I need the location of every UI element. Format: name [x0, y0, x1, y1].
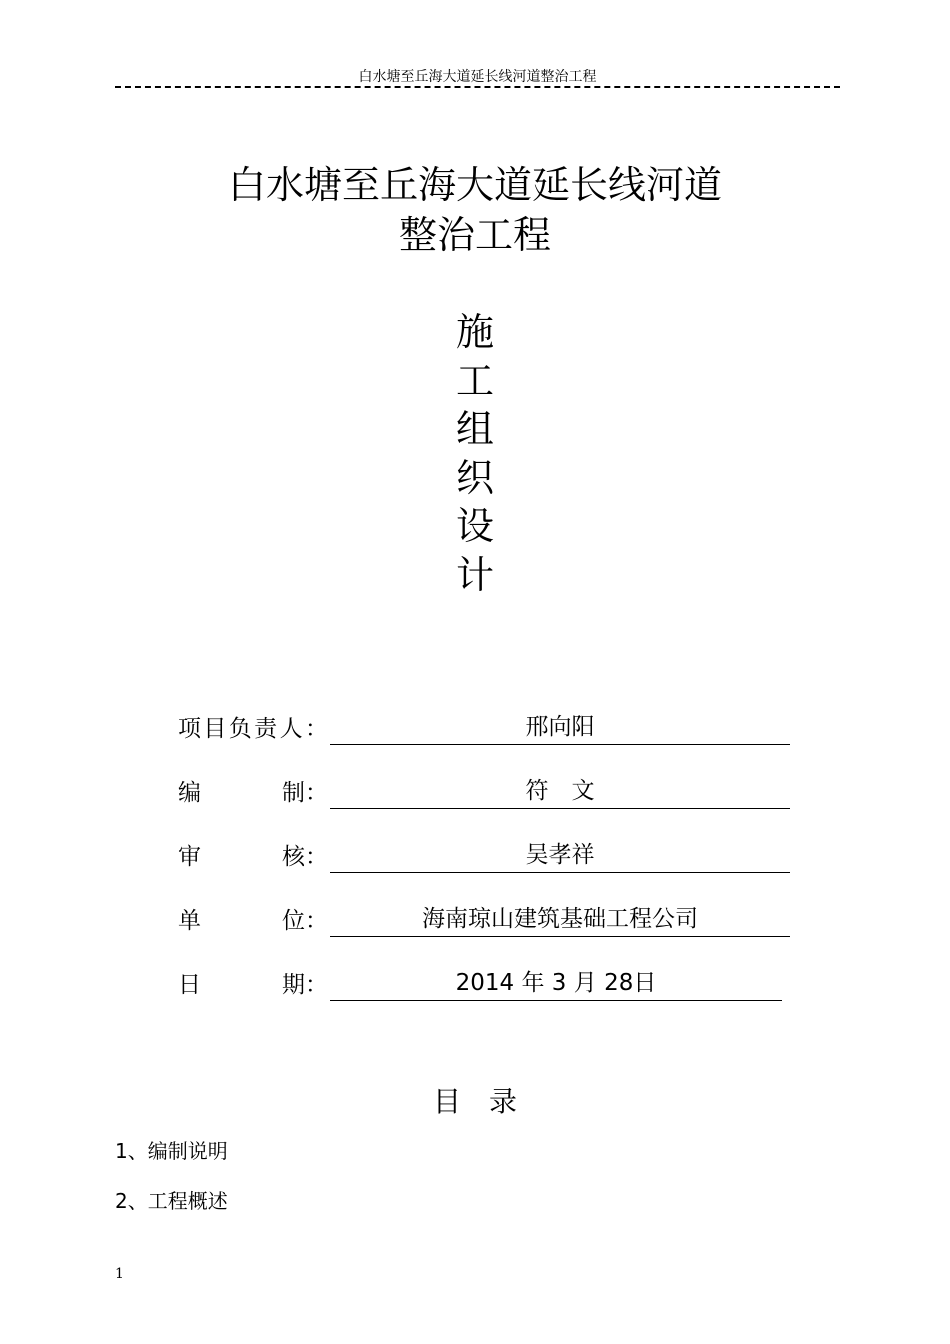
- subtitle-char: 织: [455, 455, 494, 500]
- page-number: 1: [115, 1266, 124, 1282]
- label-char: 项: [178, 716, 201, 742]
- subtitle-char: 施: [455, 310, 494, 354]
- label-char: 期：: [282, 972, 328, 998]
- info-row-date: [178, 966, 798, 1002]
- header-rule: [115, 86, 840, 88]
- label-char: 核：: [282, 844, 328, 870]
- toc-item: 2、工程概述: [115, 1189, 228, 1213]
- toc-item: 1、编制说明: [115, 1139, 228, 1163]
- info-label-unit: [178, 906, 328, 936]
- document-subtitle-vertical: [440, 308, 510, 600]
- subtitle-char: 计: [455, 552, 494, 597]
- info-label-date: [178, 970, 328, 1000]
- toc-title: 目 录: [432, 1085, 517, 1118]
- subtitle-char: 设: [455, 504, 494, 549]
- label-char: 负: [228, 716, 252, 742]
- info-value-compiler: 符 文: [330, 774, 790, 809]
- label-char: 单: [178, 908, 201, 934]
- label-char: 位：: [282, 908, 328, 934]
- info-label-project-lead: [178, 714, 328, 744]
- subtitle-char: 工: [455, 358, 494, 403]
- label-char: 目: [203, 716, 227, 742]
- label-char: 责: [254, 716, 278, 742]
- label-char: 审: [178, 844, 201, 870]
- label-char: 人: [279, 716, 303, 742]
- label-char: 编: [178, 780, 201, 806]
- info-row-unit: [178, 902, 798, 938]
- info-label-reviewer: [178, 842, 328, 872]
- label-char: ：: [304, 716, 328, 742]
- info-row-project-lead: [178, 710, 798, 746]
- info-row-reviewer: [178, 838, 798, 874]
- document-title-line-1: 白水塘至丘海大道延长线河道: [227, 163, 722, 207]
- info-value-date: 2014 年 3 月 28日: [330, 966, 782, 1001]
- label-char: 制：: [282, 780, 328, 806]
- document-title-line-2: 整治工程: [398, 213, 551, 257]
- info-row-compiler: [178, 774, 798, 810]
- label-char: 日: [178, 972, 201, 998]
- info-value-reviewer: 吴孝祥: [330, 838, 790, 873]
- info-label-compiler: [178, 778, 328, 808]
- info-value-unit: 海南琼山建筑基础工程公司: [330, 902, 790, 937]
- subtitle-char: 组: [455, 407, 494, 452]
- info-value-project-lead: 邢向阳: [330, 710, 790, 745]
- running-header: 白水塘至丘海大道延长线河道整治工程: [358, 69, 597, 85]
